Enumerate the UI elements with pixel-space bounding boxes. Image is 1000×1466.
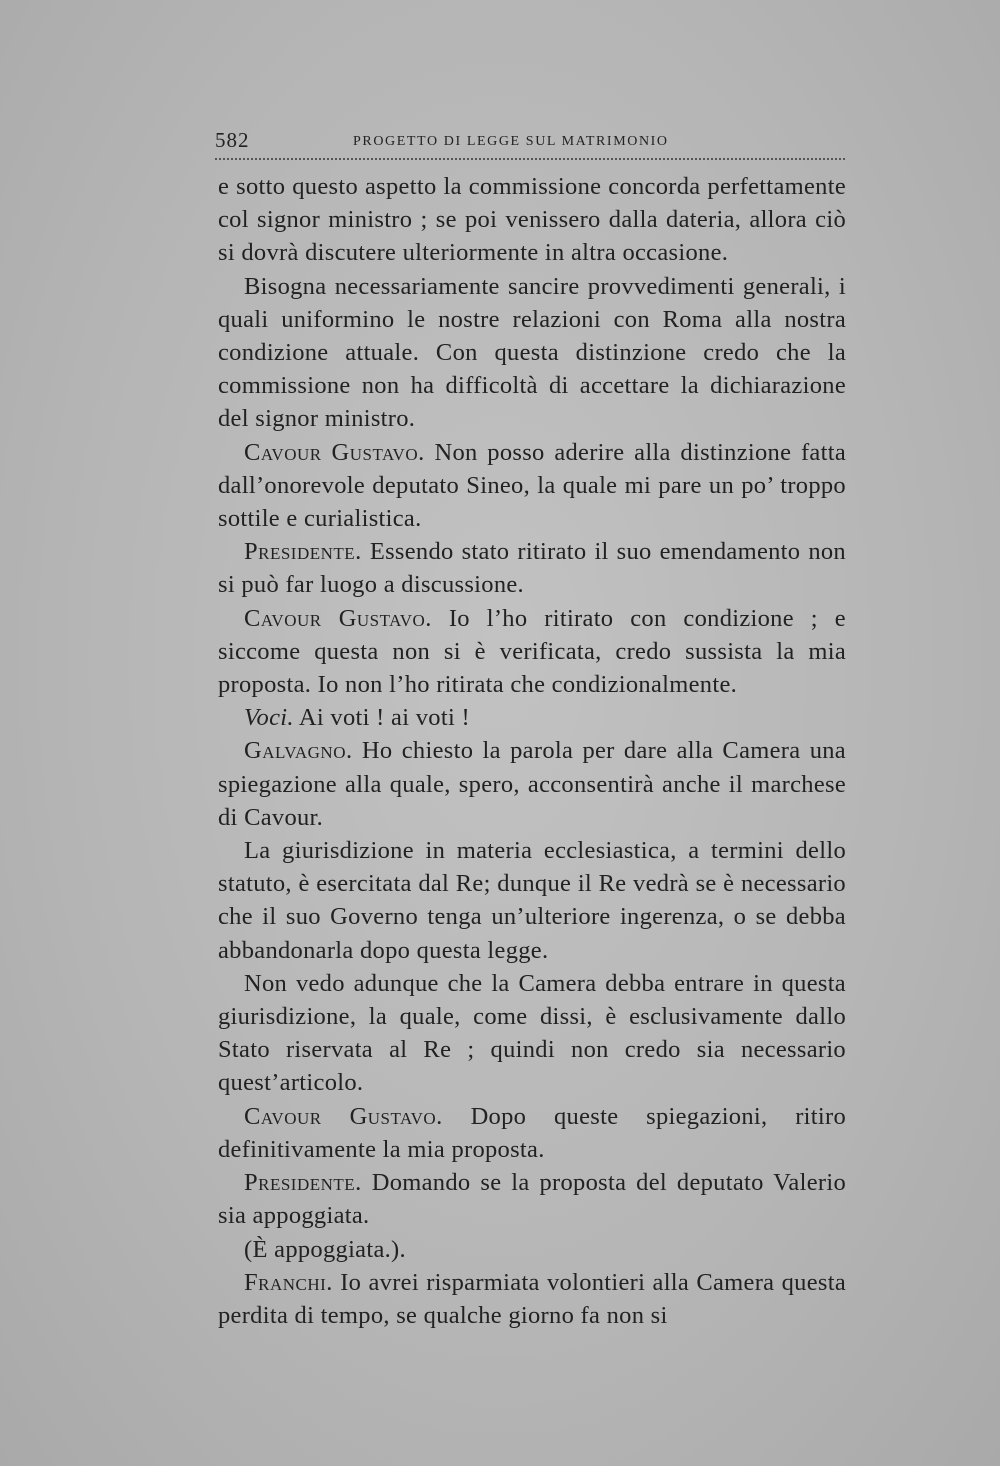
page-number: 582 <box>215 128 250 152</box>
paragraph <box>218 170 846 270</box>
voices-label: Voci. <box>244 704 294 732</box>
paragraph <box>218 270 846 436</box>
paragraph-text: Ai voti ! ai voti ! <box>298 704 470 732</box>
paragraph <box>218 701 846 734</box>
paragraph <box>218 535 846 601</box>
paragraph <box>218 834 846 967</box>
paragraph-text: Essendo stato ritirato il suo emendamento non si può far luogo a discussione. <box>218 538 846 599</box>
paragraph-text: Io avrei risparmiata volontieri alla Camera questa perdita di tempo, se qualche giorno fa non si <box>218 1268 846 1329</box>
speaker-name: Presidente. <box>244 1169 362 1197</box>
speaker-name: Cavour Gustavo. <box>244 1102 443 1130</box>
paragraph-text: Dopo queste spiegazioni, ritiro definitivamente la mia proposta. <box>218 1102 846 1163</box>
speaker-name: Cavour Gustavo. <box>244 438 425 466</box>
speaker-name: Galvagno. <box>244 737 353 765</box>
paragraph <box>218 1233 846 1266</box>
paragraph-text: Bisogna necessariamente sancire provvedimenti generali, i quali uniformino le nostre relazioni con Roma alla nostra condizione attuale. Con questa distinzione credo che la commissione non ha difficoltà di accettare la dichiarazione del signor ministro. <box>218 272 846 433</box>
paragraph-text: Domando se la proposta del deputato Valerio sia appoggiata. <box>218 1169 846 1230</box>
paragraph-text: Non vedo adunque che la Camera debba entrare in questa giurisdizione, la quale, come dissi, è esclusivamente dallo Stato riservata al Re ; quindi non credo sia necessario quest’articolo. <box>218 969 846 1097</box>
paragraph <box>218 1166 846 1232</box>
paragraph-text: e sotto questo aspetto la commissione concorda perfettamente col signor ministro ; se poi venissero dalla dateria, allora ciò si dovrà discutere ulteriormente in altra occasione. <box>218 173 846 267</box>
paragraph-text: Ho chiesto la parola per dare alla Camera una spiegazione alla quale, spero, acconsentirà anche il marchese di Cavour. <box>218 737 846 831</box>
paragraph-text: Non posso aderire alla distinzione fatta dall’onorevole deputato Sineo, la quale mi pare un po’ troppo sottile e curialistica. <box>218 438 846 533</box>
paragraph <box>218 734 846 834</box>
speaker-name: Presidente. <box>244 538 362 566</box>
page-body <box>218 170 846 1332</box>
page-header <box>215 128 845 158</box>
paragraph <box>218 1266 846 1332</box>
paragraph-text: (È appoggiata.). <box>244 1235 406 1263</box>
header-rule <box>215 158 845 160</box>
paragraph-text: La giurisdizione in materia ecclesiastica, a termini dello statuto, è esercitata dal Re; dunque il Re vedrà se è necessario che il suo Governo tenga un’ulteriore ingerenza, o se debba abbandonarla dopo questa legge. <box>218 837 846 964</box>
speaker-name: Cavour Gustavo. <box>244 604 432 632</box>
speaker-name: Franchi. <box>244 1268 333 1296</box>
running-title: PROGETTO DI LEGGE SUL MATRIMONIO <box>353 134 669 149</box>
paragraph <box>218 436 846 536</box>
paragraph <box>218 967 846 1100</box>
paragraph-text: Io l’ho ritirato con condizione ; e siccome questa non si è verificata, credo sussista la mia proposta. Io non l’ho ritirata che condizionalmente. <box>218 604 846 699</box>
paragraph <box>218 1100 846 1166</box>
paragraph <box>218 602 846 702</box>
